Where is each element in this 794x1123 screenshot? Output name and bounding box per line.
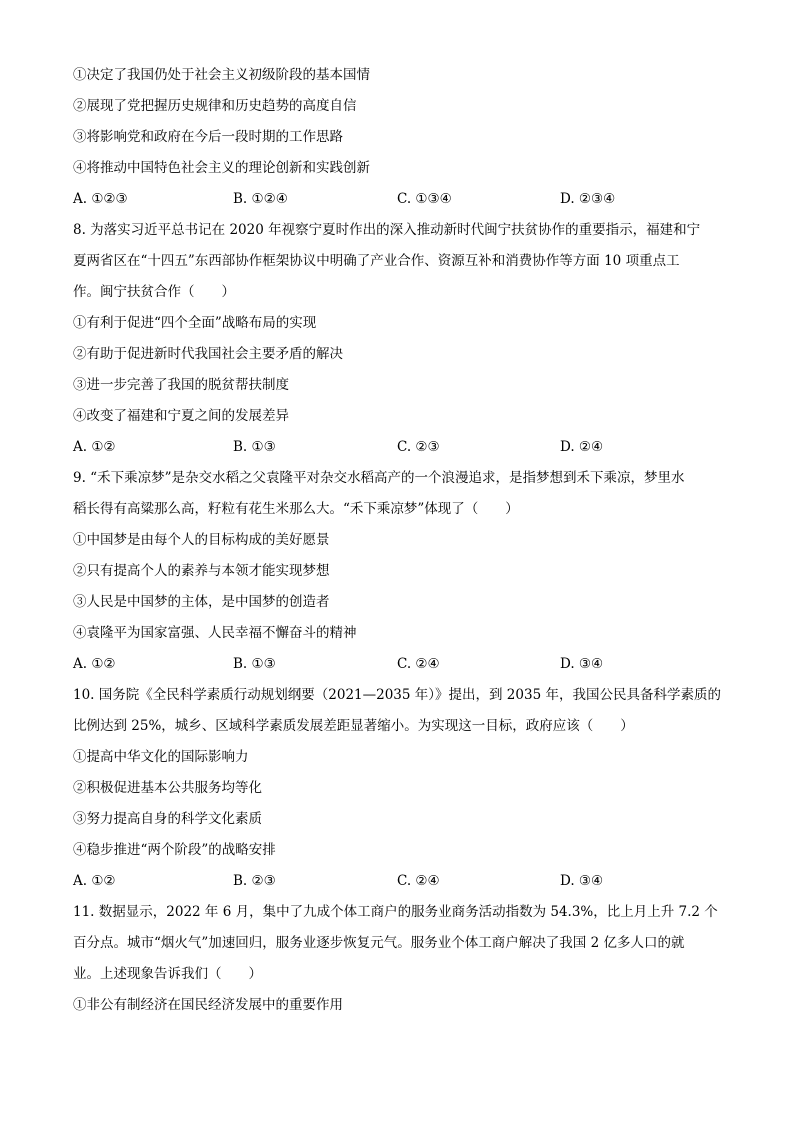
q7-item-4: ④将推动中国特色社会主义的理论创新和实践创新 — [73, 160, 370, 176]
exam-page — [73, 60, 723, 1021]
q10-item-2: ②积极促进基本公共服务均等化 — [73, 780, 262, 796]
q7-item-2: ②展现了党把握历史规律和历史趋势的高度自信 — [73, 98, 357, 114]
question-8 — [73, 215, 723, 463]
q8-item-1: ①有利于促进“四个全面”战略布局的实现 — [73, 315, 317, 331]
q10-option-b: B. ②③ — [233, 873, 276, 889]
q8-stem-line-3: 作。闽宁扶贫合作（ ） — [73, 284, 235, 300]
q8-option-a: A. ①② — [73, 439, 116, 455]
q10-stem-line-1: 10. 国务院《全民科学素质行动规划纲要（2021—2035 年）》提出，到 2035 年，我国公民具备科学素质的 — [73, 687, 721, 703]
q9-item-2: ②只有提高个人的素养与本领才能实现梦想 — [73, 563, 330, 579]
q7-item-3: ③将影响党和政府在今后一段时期的工作思路 — [73, 129, 343, 145]
q8-option-b: B. ①③ — [233, 439, 276, 455]
q9-option-a: A. ①② — [73, 656, 116, 672]
q10-option-d: D. ③④ — [560, 873, 604, 889]
q8-stem-line-2: 夏两省区在“十四五”东西部协作框架协议中明确了产业合作、资源互补和消费协作等方面 10 项重点工 — [73, 253, 680, 269]
q10-options — [73, 866, 723, 897]
q9-option-b: B. ①③ — [233, 656, 276, 672]
q9-option-c: C. ②④ — [397, 656, 440, 672]
q11-stem-line-3: 业。上述现象告诉我们（ ） — [73, 966, 262, 982]
q9-stem-line-1: 9. “禾下乘凉梦”是杂交水稻之父袁隆平对杂交水稻高产的一个浪漫追求，是指梦想到禾下乘凉，梦里水 — [73, 470, 685, 486]
q7-option-d: D. ②③④ — [560, 191, 616, 207]
q9-stem-line-2: 稻长得有高粱那么高，籽粒有花生米那么大。“禾下乘凉梦”体现了（ ） — [73, 501, 519, 517]
q7-option-a: A. ①②③ — [73, 191, 128, 207]
q10-item-3: ③努力提高自身的科学文化素质 — [73, 811, 262, 827]
q8-stem-line-1: 8. 为落实习近平总书记在 2020 年视察宁夏时作出的深入推动新时代闽宁扶贫协作的重要指示，福建和宁 — [73, 222, 701, 238]
question-11 — [73, 897, 723, 1021]
q10-item-1: ①提高中华文化的国际影响力 — [73, 749, 249, 765]
q8-options — [73, 432, 723, 463]
q9-item-3: ③人民是中国梦的主体，是中国梦的创造者 — [73, 594, 330, 610]
q9-item-4: ④袁隆平为国家富强、人民幸福不懈奋斗的精神 — [73, 625, 357, 641]
question-9 — [73, 463, 723, 680]
question-7 — [73, 60, 723, 215]
q9-item-1: ①中国梦是由每个人的目标构成的美好愿景 — [73, 532, 330, 548]
q8-item-4: ④改变了福建和宁夏之间的发展差异 — [73, 408, 289, 424]
q8-option-c: C. ②③ — [397, 439, 440, 455]
q11-stem-line-2: 百分点。城市“烟火气”加速回归，服务业逐步恢复元气。服务业个体工商户解决了我国 2 亿多人口的就 — [73, 935, 685, 951]
q11-item-1: ①非公有制经济在国民经济发展中的重要作用 — [73, 997, 343, 1013]
q11-stem-line-1: 11. 数据显示，2022 年 6 月，集中了九成个体工商户的服务业商务活动指数为 54.3%，比上月上升 7.2 个 — [73, 904, 718, 920]
q7-item-1: ①决定了我国仍处于社会主义初级阶段的基本国情 — [73, 67, 370, 83]
q9-options — [73, 649, 723, 680]
q8-item-3: ③进一步完善了我国的脱贫帮扶制度 — [73, 377, 289, 393]
q7-option-c: C. ①③④ — [397, 191, 452, 207]
q8-option-d: D. ②④ — [560, 439, 604, 455]
q10-stem-line-2: 比例达到 25%，城乡、区域科学素质发展差距显著缩小。为实现这一目标，政府应该（ ） — [73, 718, 634, 734]
q8-item-2: ②有助于促进新时代我国社会主要矛盾的解决 — [73, 346, 343, 362]
q7-options — [73, 184, 723, 215]
q7-option-b: B. ①②④ — [233, 191, 288, 207]
question-10 — [73, 680, 723, 897]
q10-item-4: ④稳步推进“两个阶段”的战略安排 — [73, 842, 276, 858]
q10-option-a: A. ①② — [73, 873, 116, 889]
q10-option-c: C. ②④ — [397, 873, 440, 889]
q9-option-d: D. ③④ — [560, 656, 604, 672]
